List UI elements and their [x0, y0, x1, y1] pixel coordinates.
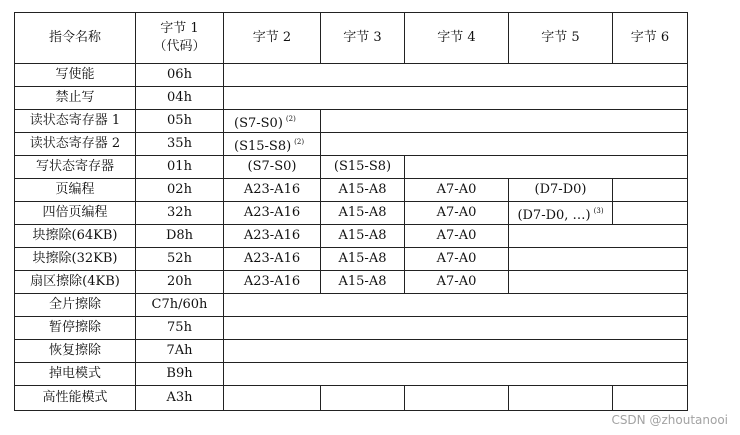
empty-cell [224, 363, 688, 386]
header-byte2: 字节 2 [224, 13, 321, 64]
header-byte3: 字节 3 [321, 13, 405, 64]
table-row [15, 87, 688, 110]
byte4-value: A7-A0 [405, 225, 509, 248]
empty-cell [321, 110, 688, 133]
byte5-value: (D7-D0, …) [517, 207, 591, 223]
empty-cell [224, 317, 688, 340]
instruction-name: 写使能 [15, 64, 136, 87]
table-row [15, 363, 688, 386]
empty-cell [509, 271, 688, 294]
empty-cell [405, 386, 509, 411]
footnote-marker: (2) [285, 114, 296, 123]
byte5-cell [509, 202, 613, 225]
instruction-code: A3h [136, 386, 224, 411]
empty-cell [509, 386, 613, 411]
table-row [15, 110, 688, 133]
empty-cell [224, 87, 688, 110]
table-row [15, 248, 688, 271]
byte4-value: A7-A0 [405, 202, 509, 225]
instruction-name: 掉电模式 [15, 363, 136, 386]
instruction-code: D8h [136, 225, 224, 248]
table-row [15, 64, 688, 87]
footnote-marker: (3) [593, 206, 604, 215]
byte2-cell [224, 110, 321, 133]
empty-cell [224, 340, 688, 363]
table-row [15, 386, 688, 411]
table-row [15, 294, 688, 317]
header-instruction-name: 指令名称 [15, 13, 136, 64]
table-row [15, 202, 688, 225]
byte3-value: A15-A8 [321, 248, 405, 271]
table-row [15, 225, 688, 248]
instruction-name: 块擦除(64KB) [15, 225, 136, 248]
table-row [15, 317, 688, 340]
instruction-name: 块擦除(32KB) [15, 248, 136, 271]
instruction-code: 04h [136, 87, 224, 110]
instruction-code: 06h [136, 64, 224, 87]
byte3-value: A15-A8 [321, 271, 405, 294]
byte4-value: A7-A0 [405, 248, 509, 271]
instruction-code: B9h [136, 363, 224, 386]
byte2-value: A23-A16 [224, 179, 321, 202]
empty-cell [613, 202, 688, 225]
table-row [15, 179, 688, 202]
header-byte1-sublabel: （代码） [153, 39, 206, 54]
byte2-value: (S7-S0) [224, 156, 321, 179]
byte3-value: A15-A8 [321, 225, 405, 248]
empty-cell [224, 386, 321, 411]
byte5-value: (D7-D0) [509, 179, 613, 202]
table-header-row [15, 13, 688, 64]
instruction-name: 全片擦除 [15, 294, 136, 317]
byte2-value: A23-A16 [224, 248, 321, 271]
empty-cell [613, 179, 688, 202]
empty-cell [405, 156, 688, 179]
instruction-name: 读状态寄存器 2 [15, 133, 136, 156]
table-row [15, 156, 688, 179]
watermark: CSDN @zhoutanooi [611, 413, 728, 427]
instruction-name: 禁止写 [15, 87, 136, 110]
instruction-code: 7Ah [136, 340, 224, 363]
empty-cell [613, 386, 688, 411]
empty-cell [224, 64, 688, 87]
header-byte1 [136, 13, 224, 64]
empty-cell [321, 133, 688, 156]
table-row [15, 271, 688, 294]
byte2-value: (S15-S8) [234, 138, 292, 154]
empty-cell [509, 225, 688, 248]
instruction-name: 四倍页编程 [15, 202, 136, 225]
instruction-name: 读状态寄存器 1 [15, 110, 136, 133]
byte4-value: A7-A0 [405, 271, 509, 294]
byte3-value: A15-A8 [321, 179, 405, 202]
footnote-marker: (2) [294, 137, 305, 146]
instruction-code: 02h [136, 179, 224, 202]
header-byte1-label: 字节 1 [160, 21, 199, 36]
empty-cell [224, 294, 688, 317]
table-row [15, 133, 688, 156]
header-byte4: 字节 4 [405, 13, 509, 64]
instruction-name: 恢复擦除 [15, 340, 136, 363]
byte2-value: A23-A16 [224, 271, 321, 294]
instruction-code: 52h [136, 248, 224, 271]
byte4-value: A7-A0 [405, 179, 509, 202]
instruction-code: 05h [136, 110, 224, 133]
instruction-code: 35h [136, 133, 224, 156]
instruction-name: 写状态寄存器 [15, 156, 136, 179]
instruction-name: 扇区擦除(4KB) [15, 271, 136, 294]
instruction-name: 页编程 [15, 179, 136, 202]
instruction-name: 高性能模式 [15, 386, 136, 411]
byte2-cell [224, 133, 321, 156]
byte2-value: A23-A16 [224, 225, 321, 248]
byte2-value: (S7-S0) [234, 115, 283, 131]
instruction-code: 32h [136, 202, 224, 225]
instruction-code: 20h [136, 271, 224, 294]
byte3-value: A15-A8 [321, 202, 405, 225]
table-row [15, 340, 688, 363]
empty-cell [509, 248, 688, 271]
instruction-table [14, 12, 688, 411]
byte3-value: (S15-S8) [321, 156, 405, 179]
instruction-name: 暂停擦除 [15, 317, 136, 340]
byte2-value: A23-A16 [224, 202, 321, 225]
instruction-code: 01h [136, 156, 224, 179]
empty-cell [321, 386, 405, 411]
header-byte5: 字节 5 [509, 13, 613, 64]
instruction-code: C7h/60h [136, 294, 224, 317]
instruction-code: 75h [136, 317, 224, 340]
header-byte6: 字节 6 [613, 13, 688, 64]
